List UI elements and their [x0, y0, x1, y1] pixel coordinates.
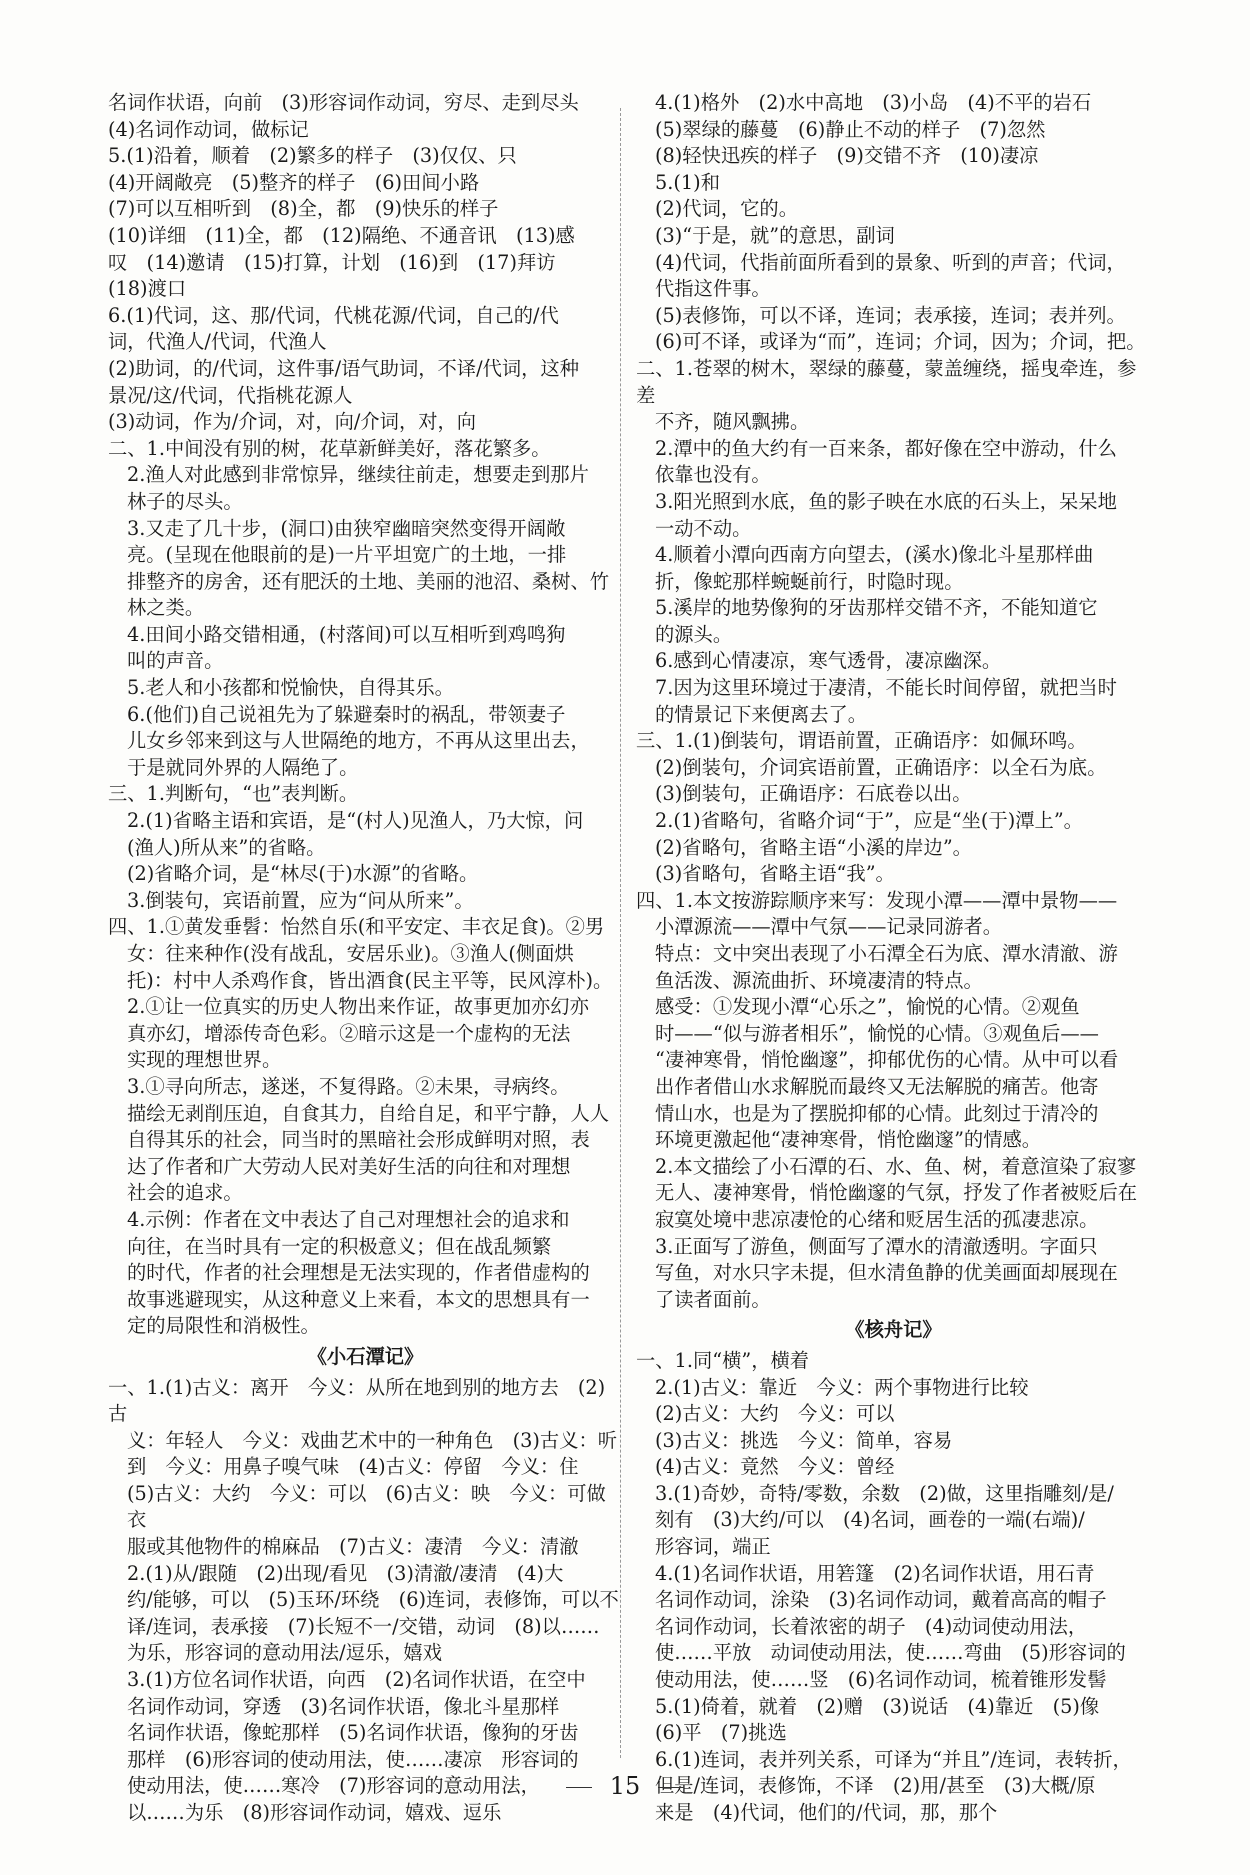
- text-line: 名词作动词，涂染 (3)名词作动词，戴着高高的帽子: [655, 1588, 1107, 1612]
- text-line: 于是就同外界的人隔绝了。: [127, 755, 359, 779]
- left-column: [108, 90, 623, 1827]
- text-line: (8)轻快迅疾的样子 (9)交错不齐 (10)凄凉: [655, 144, 1039, 168]
- text-line: 5.老人和小孩都和悦愉快，自得其乐。: [127, 676, 454, 700]
- text-line: 为乐，形容词的意动用法/逗乐，嬉戏: [127, 1641, 442, 1665]
- right-answers-block: [636, 90, 1151, 1313]
- text-line: 名词作动词，长着浓密的胡子 (4)动词使动用法，: [655, 1614, 1088, 1638]
- text-line: 鱼活泼、源流曲折、环境凄清的特点。: [655, 968, 983, 992]
- text-line: 3.又走了几十步，(洞口)由狭窄幽暗突然变得开阔敞: [127, 516, 566, 540]
- text-line: 名词作状语，向前 (3)形容词作动词，穷尽、走到尽头: [108, 91, 579, 114]
- text-line: (5)表修饰，可以不译，连词；表承接，连词；表并列。: [655, 303, 1126, 327]
- text-line: 5.(1)倚着，就着 (2)赠 (3)说话 (4)靠近 (5)像: [655, 1694, 1100, 1718]
- footer-dash-right: [658, 1787, 684, 1788]
- page-footer: [0, 1772, 1250, 1800]
- right-hezhouji-answers-block: [636, 1348, 1151, 1827]
- text-line: 实现的理想世界。: [127, 1048, 282, 1072]
- text-line: 3.(1)方位名词作状语，向西 (2)名词作状语，在空中: [127, 1668, 586, 1692]
- text-line: 儿女乡邻来到这与人世隔绝的地方，不再从这里出去，: [127, 729, 590, 753]
- text-line: 使……平放 动词使动用法，使……弯曲 (5)形容词的: [655, 1641, 1126, 1665]
- text-line: (2)助词，的/代词，这件事/语气助词，不译/代词，这种: [108, 356, 579, 380]
- text-line: (6)平 (7)挑选: [655, 1721, 787, 1745]
- text-line: 无人、凄神寒骨，悄怆幽邃的气氛，抒发了作者被贬后在: [655, 1181, 1138, 1205]
- section-heading-xiaoshitan: 《小石潭记》: [307, 1344, 424, 1368]
- text-line: 折，像蛇那样蜿蜒前行，时隐时现。: [655, 569, 964, 593]
- text-line: 叹 (14)邀请 (15)打算，计划 (16)到 (17)拜访: [108, 250, 556, 274]
- text-line: (2)古义：大约 今义：可以: [655, 1402, 895, 1426]
- text-line: 林子的尽头。: [127, 489, 243, 513]
- text-line: 的源头。: [655, 622, 733, 646]
- text-line: 自得其乐的社会，同当时的黑暗社会形成鲜明对照，表: [127, 1128, 590, 1152]
- text-line: 真亦幻，增添传奇色彩。②暗示这是一个虚构的无法: [127, 1021, 571, 1045]
- column-divider: [620, 108, 622, 1758]
- text-line: 出作者借山水求解脱而最终又无法解脱的痛苦。他寄: [655, 1074, 1099, 1098]
- text-line: 四、1.①黄发垂髫：怡然自乐(和平安定、丰衣足食)。②男: [108, 915, 605, 939]
- text-line: (2)代词，它的。: [655, 197, 798, 221]
- text-line: (6)可不译，或译为“而”，连词；介词，因为；介词，把。: [655, 330, 1146, 354]
- text-line: 2.(1)省略句，省略介词“于”，应是“坐(于)潭上”。: [655, 809, 1083, 833]
- section-heading-hezhouji: 《核舟记》: [845, 1318, 942, 1342]
- text-line: 那样 (6)形容词的使动用法，使……凄凉 形容词的: [127, 1747, 579, 1771]
- text-line: (3)“于是，就”的意思，副词: [655, 223, 895, 247]
- text-line: 2.(1)古义：靠近 今义：两个事物进行比较: [655, 1375, 1029, 1399]
- text-line: 但是/连词，表修饰，不译 (2)用/甚至 (3)大概/原: [655, 1774, 1096, 1798]
- text-line: 刻有 (3)大约/可以 (4)名词，画卷的一端(右端)/: [655, 1508, 1085, 1532]
- text-line: 2.本文描绘了小石潭的石、水、鱼、树，着意渲染了寂寥: [655, 1154, 1137, 1178]
- text-line: 向往，在当时具有一定的积极意义；但在战乱频繁: [127, 1234, 552, 1258]
- text-line: (3)省略句，省略主语“我”。: [655, 862, 895, 886]
- text-line: 三、1.判断句，“也”表判断。: [108, 782, 359, 806]
- text-line: 了读者面前。: [655, 1287, 771, 1311]
- text-line: 达了作者和广大劳动人民对美好生活的向往和对理想: [127, 1154, 571, 1178]
- text-line: 名词作状语，像蛇那样 (5)名词作状语，像狗的牙齿: [127, 1721, 579, 1745]
- text-line: 5.(1)沿着，顺着 (2)繁多的样子 (3)仅仅、只: [108, 144, 517, 168]
- left-answers-block: [108, 90, 623, 1340]
- text-line: 3.(1)奇妙，奇特/零数，余数 (2)做，这里指雕刻/是/: [655, 1481, 1114, 1505]
- text-line: (3)古义：挑选 今义：简单，容易: [655, 1428, 953, 1452]
- right-column: [636, 90, 1151, 1827]
- text-line: 特点：文中突出表现了小石潭全石为底、潭水清澈、游: [655, 942, 1118, 965]
- text-line: 形容词，端正: [655, 1535, 771, 1559]
- text-line: 感受：①发现小潭“心乐之”，愉悦的心情。②观鱼: [655, 995, 1080, 1019]
- text-line: 3.正面写了游鱼，侧面写了潭水的清澈透明。字面只: [655, 1234, 1098, 1258]
- text-line: 使动用法，使……寒冷 (7)形容词的意动用法，: [127, 1774, 540, 1798]
- text-line: 的时代，作者的社会理想是无法实现的，作者借虚构的: [127, 1261, 590, 1285]
- text-line: 托)：村中人杀鸡作食，皆出酒食(民主平等，民风淳朴)。: [127, 968, 613, 992]
- text-line: 情山水，也是为了摆脱抑郁的心情。此刻过于清冷的: [655, 1101, 1099, 1125]
- text-line: 描绘无剥削压迫，自食其力，自给自足，和平宁静，人人: [127, 1101, 610, 1125]
- text-line: 三、1.(1)倒装句，谓语前置，正确语序：如佩环鸣。: [636, 729, 1087, 753]
- text-line: 一动不动。: [655, 516, 752, 540]
- text-line: (4)古义：竟然 今义：曾经: [655, 1455, 895, 1479]
- text-line: 服或其他物件的棉麻品 (7)古义：凄清 今义：清澈: [127, 1535, 579, 1559]
- text-line: 排整齐的房舍，还有肥沃的土地、美丽的池沼、桑树、竹: [127, 569, 610, 593]
- text-line: 一、1.同“横”，横着: [636, 1348, 810, 1372]
- text-line: (3)倒装句，正确语序：石底卷以出。: [655, 782, 972, 806]
- text-line: (2)省略句，省略主语“小溪的岸边”。: [655, 835, 972, 859]
- text-line: 女：往来种作(没有战乱，安居乐业)。③渔人(侧面烘: [127, 942, 574, 965]
- text-line: (7)可以互相听到 (8)全，都 (9)快乐的样子: [108, 197, 499, 221]
- text-line: 时——“似与游者相乐”，愉悦的心情。③观鱼后——: [655, 1021, 1099, 1045]
- text-line: (2)省略介词，是“林尽(于)水源”的省略。: [127, 862, 479, 886]
- text-line: 景况/这/代词，代指桃花源人: [108, 383, 353, 407]
- left-xiaoshitan-answers-block: [108, 1375, 623, 1827]
- text-line: (3)动词，作为/介词，对，向/介词，对，向: [108, 410, 477, 434]
- text-line: 二、1.中间没有别的树，花草新鲜美好，落花繁多。: [108, 436, 551, 460]
- text-line: 2.(1)从/跟随 (2)出现/看见 (3)清澈/凄清 (4)大: [127, 1561, 564, 1585]
- text-line: (10)详细 (11)全，都 (12)隔绝、不通音讯 (13)感: [108, 223, 575, 247]
- text-line: (18)渡口: [108, 277, 187, 301]
- text-line: 名词作动词，穿透 (3)名词作状语，像北斗星那样: [127, 1694, 560, 1718]
- text-line: 义：年轻人 今义：戏曲艺术中的一种角色 (3)古义：听: [127, 1428, 618, 1452]
- text-line: 到 今义：用鼻子嗅气味 (4)古义：停留 今义：住: [127, 1455, 579, 1479]
- text-line: 3.①寻向所志，遂迷，不复得路。②未果，寻病终。: [127, 1074, 570, 1098]
- text-line: 译/连词，表承接 (7)长短不一/交错，动词 (8)以……: [127, 1614, 600, 1638]
- text-line: 4.(1)名词作状语，用箬篷 (2)名词作状语，用石青: [655, 1561, 1095, 1585]
- text-line: (2)倒装句，介词宾语前置，正确语序：以全石为底。: [655, 755, 1107, 779]
- text-line: 词，代渔人/代词，代渔人: [108, 330, 327, 354]
- text-line: (4)代词，代指前面所看到的景象、听到的声音；代词，: [655, 250, 1126, 274]
- page-number: 15: [609, 1772, 641, 1800]
- text-line: 6.感到心情凄凉，寒气透骨，凄凉幽深。: [655, 649, 1002, 673]
- text-line: 4.顺着小潭向西南方向望去，(溪水)像北斗星那样曲: [655, 543, 1094, 567]
- text-line: 约/能够，可以 (5)玉环/环绕 (6)连词，表修饰，可以不: [127, 1588, 619, 1612]
- text-line: 代指这件事。: [655, 277, 771, 301]
- text-line: (4)开阔敞亮 (5)整齐的样子 (6)田间小路: [108, 170, 480, 194]
- text-line: 来是 (4)代词，他们的/代词，那，那个: [655, 1801, 998, 1824]
- text-line: 使动用法，使……竖 (6)名词作动词，梳着锥形发髻: [655, 1668, 1107, 1692]
- text-line: 2.渔人对此感到非常惊异，继续往前走，想要走到那片: [127, 463, 589, 487]
- text-line: 不齐，随风飘拂。: [655, 410, 810, 434]
- text-line: 社会的追求。: [127, 1181, 243, 1205]
- text-line: 6.(1)连词，表并列关系，可译为“并且”/连词，表转折，: [655, 1747, 1132, 1771]
- text-line: 四、1.本文按游踪顺序来写：发现小潭——潭中景物——: [636, 888, 1118, 912]
- text-line: 2.潭中的鱼大约有一百来条，都好像在空中游动，什么: [655, 436, 1117, 460]
- text-line: 林之类。: [127, 596, 205, 620]
- text-line: 以……为乐 (8)形容词作动词，嬉戏、逗乐: [127, 1801, 502, 1824]
- text-line: (5)古义：大约 今义：可以 (6)古义：映 今义：可做衣: [127, 1481, 606, 1532]
- text-line: 2.(1)省略主语和宾语，是“(村人)见渔人，乃大惊，问: [127, 809, 584, 833]
- text-line: 的情景记下来便离去了。: [655, 702, 868, 726]
- text-line: 6.(1)代词，这、那/代词，代桃花源/代词，自己的/代: [108, 303, 559, 327]
- text-line: 小潭源流——潭中气氛——记录同游者。: [655, 915, 1003, 939]
- text-line: 5.溪岸的地势像狗的牙齿那样交错不齐，不能知道它: [655, 596, 1098, 620]
- text-line: 叫的声音。: [127, 649, 224, 673]
- text-line: 3.倒装句，宾语前置，应为“问从所来”。: [127, 888, 474, 912]
- text-line: 一、1.(1)古义：离开 今义：从所在地到别的地方去 (2)古: [108, 1375, 606, 1426]
- text-line: 4.(1)格外 (2)水中高地 (3)小岛 (4)不平的岩石: [655, 91, 1092, 114]
- text-line: 二、1.苍翠的树木，翠绿的藤蔓，蒙盖缠绕，摇曳牵连，参差: [636, 356, 1137, 407]
- text-line: 6.(他们)自己说祖先为了躲避秦时的祸乱，带领妻子: [127, 702, 566, 726]
- text-line: 寂寞处境中悲凉凄怆的心绪和贬居生活的孤凄悲凉。: [655, 1207, 1099, 1231]
- text-line: 4.田间小路交错相通，(村落间)可以互相听到鸡鸣狗: [127, 622, 566, 646]
- text-line: 写鱼，对水只字未提，但水清鱼静的优美画面却展现在: [655, 1261, 1118, 1285]
- text-line: 依靠也没有。: [655, 463, 771, 487]
- text-line: 故事逃避现实，从这种意义上来看，本文的思想具有一: [127, 1287, 590, 1311]
- text-line: 5.(1)和: [655, 170, 720, 194]
- text-line: (5)翠绿的藤蔓 (6)静止不动的样子 (7)忽然: [655, 117, 1046, 141]
- text-line: 3.阳光照到水底，鱼的影子映在水底的石头上，呆呆地: [655, 489, 1117, 513]
- text-line: 4.示例：作者在文中表达了自己对理想社会的追求和: [127, 1207, 570, 1231]
- text-line: 环境更激起他“凄神寒骨，悄怆幽邃”的情感。: [655, 1128, 1042, 1152]
- text-line: (渔人)所从来”的省略。: [127, 835, 326, 859]
- text-line: 亮。(呈现在他眼前的是)一片平坦宽广的土地，一排: [127, 543, 567, 567]
- text-line: 定的局限性和消极性。: [127, 1314, 320, 1338]
- text-line: 2.①让一位真实的历史人物出来作证，故事更加亦幻亦: [127, 995, 589, 1019]
- footer-dash-left: [566, 1787, 592, 1788]
- text-line: 7.因为这里环境过于凄清，不能长时间停留，就把当时: [655, 676, 1117, 700]
- text-line: “凄神寒骨，悄怆幽邃”，抑郁优伤的心情。从中可以看: [655, 1048, 1119, 1072]
- text-line: (4)名词作动词，做标记: [108, 117, 309, 141]
